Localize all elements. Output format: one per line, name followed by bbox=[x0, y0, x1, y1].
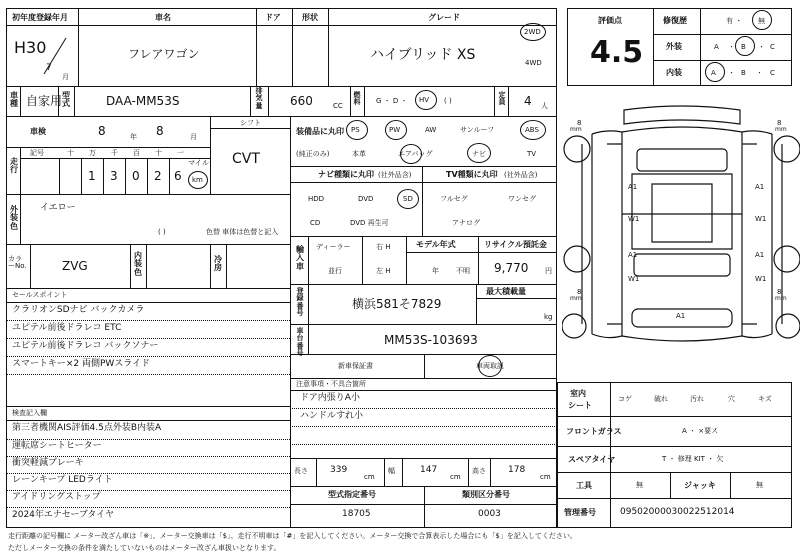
interior-sheet-opt-2: 破れ bbox=[654, 395, 668, 403]
notes-label: 注意事項・不具合箇所 bbox=[296, 380, 366, 388]
equip-airbag: エアバッグ bbox=[398, 150, 433, 158]
mark-6: A1 bbox=[755, 251, 765, 259]
height-unit: cm bbox=[540, 473, 551, 481]
first-reg-year: H30 bbox=[14, 38, 47, 57]
color-paren: ( ) bbox=[158, 228, 166, 236]
exterior-label: 外装 bbox=[666, 42, 682, 51]
sales-point-1: クラリオンSDナビ バックカメラ bbox=[12, 305, 145, 315]
mileage-d1: 1 bbox=[88, 169, 96, 183]
inspector-label: 検査記入欄 bbox=[12, 409, 47, 417]
navi-dvd: DVD bbox=[358, 195, 374, 203]
interior-b: B bbox=[741, 69, 746, 77]
mark-7: W1 bbox=[628, 275, 640, 283]
inspection-month: 8 bbox=[156, 124, 164, 138]
length-unit: cm bbox=[364, 473, 375, 481]
grade: ハイブリッド XS bbox=[370, 47, 476, 63]
navi-cd: CD bbox=[310, 219, 321, 227]
interior-sheet-opt-3: 汚れ bbox=[690, 395, 704, 403]
car-name: フレアワゴン bbox=[128, 47, 200, 61]
model-year-value: 不明 bbox=[456, 267, 470, 275]
interior-a: A bbox=[711, 69, 716, 77]
capacity: 4 bbox=[524, 94, 532, 108]
tire-rr: 8 bbox=[777, 288, 782, 296]
interior-sheet-label-1: 室内 bbox=[570, 389, 586, 398]
first-reg-month: 7 bbox=[46, 63, 52, 73]
max-load-unit: kg bbox=[544, 313, 553, 321]
mileage-d4: 2 bbox=[154, 169, 162, 183]
windshield-label: フロントガラス bbox=[566, 427, 622, 436]
interior-sheet-opt-5: キズ bbox=[758, 395, 772, 403]
tire-fr: 8 bbox=[777, 119, 782, 127]
tire-rr-unit: mm bbox=[775, 295, 787, 302]
footer-line-1: 走行距離の記号欄に メーター改ざん車は「※」、メーター交換車は「$」、走行不明車は「#」を記入してください。メーター交換で合算表示した場合にも「$」を記入してください。 bbox=[8, 532, 577, 540]
length-label: 長さ bbox=[294, 467, 308, 475]
displacement-label: 排気量 bbox=[255, 87, 263, 110]
equip-ps: PS bbox=[351, 126, 360, 134]
length-value: 339 bbox=[330, 465, 348, 475]
interior-sheet-label-2: シート bbox=[568, 401, 592, 410]
note-line-2: ハンドルすれ小 bbox=[300, 411, 364, 421]
fuel-selected: HV bbox=[419, 96, 430, 104]
equipment-label: 装備品に丸印 bbox=[296, 127, 344, 136]
footer-line-2: ただしメーター交換の条件を満たしていないものはメーター改ざん車扱いとなります。 bbox=[8, 544, 281, 552]
capacity-unit: 人 bbox=[541, 102, 548, 110]
sales-point-3: ユピテル前後ドラレコ バックソナー bbox=[12, 341, 159, 351]
recycle-label: リサイクル預託金 bbox=[484, 240, 547, 249]
mileage-d2: 3 bbox=[110, 169, 118, 183]
mark-9: A1 bbox=[676, 312, 686, 320]
equipment-sublabel: (純正のみ) bbox=[296, 150, 330, 158]
tv-oneseg: ワンセグ bbox=[508, 195, 536, 203]
mileage-unit-label: マイル bbox=[188, 159, 209, 167]
chassis-label: 車台番号 bbox=[296, 327, 304, 358]
fuel-label: 燃料 bbox=[353, 91, 361, 107]
class-code-value: 0003 bbox=[478, 509, 501, 519]
mileage-h-5: 十 bbox=[155, 149, 162, 157]
management-label: 管理番号 bbox=[564, 508, 596, 517]
mileage-d5: 6 bbox=[174, 169, 182, 183]
inspector-line-1: 第三者機関AIS評価4.5点外装B内装A bbox=[12, 423, 162, 433]
sales-points-label: セールスポイント bbox=[12, 291, 68, 299]
mark-5: A1 bbox=[628, 251, 638, 259]
warranty-new-car: 新車保証書 bbox=[338, 362, 373, 370]
chassis-value: MM53S-103693 bbox=[384, 333, 478, 347]
model-year-label: モデル年式 bbox=[416, 240, 456, 249]
windshield-options: A ・ ×要ス bbox=[682, 427, 719, 435]
tire-fl-unit: mm bbox=[570, 126, 582, 133]
tv-type-label: TV種類に丸印 bbox=[446, 170, 498, 179]
import-right-h: 右 H bbox=[376, 243, 391, 251]
registration-label: 登録番号 bbox=[296, 287, 304, 318]
jack-value: 無 bbox=[756, 481, 763, 489]
interior-color-label: 内装色 bbox=[134, 251, 142, 277]
recycle-value: 9,770 bbox=[494, 261, 529, 275]
shift-label: シフト bbox=[240, 119, 261, 127]
width-value: 147 bbox=[420, 465, 438, 475]
height-value: 178 bbox=[508, 465, 526, 475]
model-year-unit: 年 bbox=[432, 267, 439, 275]
repair-options: 有 ・ bbox=[726, 17, 743, 25]
class-code-label: 類別区分番号 bbox=[462, 490, 510, 499]
repair-selected: 無 bbox=[758, 17, 765, 25]
type-code-label: 型式指定番号 bbox=[328, 490, 376, 499]
exterior-a: A bbox=[714, 43, 719, 51]
displacement: 660 bbox=[290, 94, 313, 108]
usage-label: 車種 bbox=[10, 91, 18, 109]
displacement-unit: CC bbox=[333, 102, 343, 110]
shape-label: 形状 bbox=[302, 13, 318, 22]
note-line-1: ドア内張りA小 bbox=[300, 393, 360, 403]
mark-3: W1 bbox=[628, 215, 640, 223]
jack-label: ジャッキ bbox=[684, 481, 716, 490]
interior-c: C bbox=[770, 69, 775, 77]
inspection-label: 車検 bbox=[30, 127, 46, 136]
width-label: 幅 bbox=[388, 467, 395, 475]
tv-type-note: (社外品含) bbox=[504, 171, 538, 179]
mark-4: W1 bbox=[755, 215, 767, 223]
capacity-label: 定員 bbox=[498, 91, 506, 107]
equip-navi: ナビ bbox=[472, 150, 486, 158]
navi-type-label: ナビ種類に丸印 bbox=[318, 170, 374, 179]
equip-abs: ABS bbox=[525, 126, 539, 134]
spare-tire-options: T ・ 修理 KIT ・ 欠 bbox=[662, 455, 724, 463]
tire-rl-unit: mm bbox=[570, 295, 582, 302]
mileage-d3: 0 bbox=[132, 169, 140, 183]
interior-sheet-opt-1: コゲ bbox=[618, 395, 632, 403]
type-code-value: 18705 bbox=[342, 509, 371, 519]
car-name-label: 車名 bbox=[155, 13, 171, 22]
fuel-options: G ・ D ・ bbox=[376, 97, 408, 105]
interior-label: 内装 bbox=[666, 68, 682, 77]
score-label: 評価点 bbox=[598, 16, 622, 25]
mileage-label: 走行 bbox=[10, 157, 18, 175]
usage: 自家用 bbox=[26, 94, 63, 108]
recycle-unit: 円 bbox=[545, 267, 552, 275]
car-damage-diagram bbox=[562, 104, 800, 374]
mark-1: A1 bbox=[628, 183, 638, 191]
mileage-unit-selected: km bbox=[192, 176, 203, 184]
spare-tire-label: スペアタイヤ bbox=[568, 455, 616, 464]
navi-dvd-play: DVD 再生可 bbox=[350, 219, 389, 227]
equip-sunroof: サンルーフ bbox=[460, 126, 495, 134]
sales-point-4: スマートキー×2 両側PWスライド bbox=[12, 359, 151, 369]
registration-value: 横浜581そ7829 bbox=[352, 297, 442, 311]
first-reg-label: 初年度登録年月 bbox=[12, 13, 68, 22]
model: DAA-MM53S bbox=[106, 94, 180, 108]
ac-label: 冷房 bbox=[214, 255, 222, 273]
exterior-c: C bbox=[770, 43, 775, 51]
equip-aw: AW bbox=[425, 126, 437, 134]
color-value: イエロー bbox=[40, 203, 76, 213]
color-code-label: カラーNo. bbox=[8, 255, 27, 270]
color-code: ZVG bbox=[62, 259, 88, 273]
inspector-line-4: レーンキープ LEDライト bbox=[12, 475, 113, 485]
navi-type-note: (社外品含) bbox=[378, 171, 412, 179]
import-dealer: ディーラー bbox=[316, 243, 351, 251]
color-note: 色替 車体は色替と記入 bbox=[206, 228, 279, 236]
tv-fullseg: フルセグ bbox=[440, 195, 468, 203]
fuel-paren: ( ) bbox=[444, 97, 452, 105]
date-slash bbox=[40, 36, 70, 76]
navi-sd: SD bbox=[403, 195, 413, 203]
tools-value: 無 bbox=[636, 481, 643, 489]
import-parallel: 並行 bbox=[328, 267, 342, 275]
sales-point-2: ユピテル前後ドラレコ ETC bbox=[12, 323, 122, 333]
tire-rl: 8 bbox=[577, 288, 582, 296]
import-left-h: 左 H bbox=[376, 267, 391, 275]
equip-pw: PW bbox=[389, 126, 401, 134]
auction-sheet: 初年度登録年月 車名 ドア 形状 グレード H30 7 月 フレアワゴン ハイブリッド XS 2WD 4WD 車種 自家用 型式 DAA-MM53S 排気量 660 CC 燃料 G ・ D ・ HV ( ) 定員 4 人 車検 8 年 8 月 シフト CVT 走行 記号 十 万 千 百 十 一 1 3 0 2 6 マイル km 外装色 イエロー ( ) 色替 車体は色替と記入 カラーNo. ZVG 内装色 冷房 セールスポイント クラリオンSDナビ バックカメラ ユピテル前後ドラレコ ETC ユピテル前後ドラレコ バックソナー スマートキー×2 両側PWスライド 検査記入欄 第三者機関AIS評価4.5点外装B内装A 運転席シートヒーター 衝突軽減ブレーキ レーンキープ LEDライト アイドリングストップ 2024年エナセーブタイヤ 装備品に丸印 (純正のみ) PS PW AW サンルーフ ABS 本革 エアバッグ ナビ TV ナビ種類に丸印 (社外品含) TV種類に丸印 (社外品含) HDD DVD SD CD DVD 再生可 フルセグ ワンセグ アナログ 輸入車 ディーラー 並行 右 H 左 H モデル年式 年 不明 リサイクル預託金 9,770 円 登録番号 横浜581そ7829 最大積載量 kg 車台番号 MM53S-103693 新車保証書 車両取説 注意事項・不具合箇所 ドア内張りA小 ハンドルすれ小 長さ 339 cm 幅 147 cm 高さ 178 cm 型式指定番号 18705 類別区分番号 0003 評価点 4.5 修復歴 外装 内装 有 ・ 無 A ・ B ・ C A ・ B ・ C 8 8 8 8 mm mm mm mm A1 A1 W1 W1 A1 A1 W1 W1 A1 室内 シート コゲ 破れ 汚れ 穴 キズ フロントガラス A ・ ×要ス スペアタイヤ T ・ 修理 KIT ・ 欠 工具 無 ジャッキ 無 管理番号 09502000030022512014 走行距離の記号欄に メーター改ざん車は「※」、メーター交換車は「$」、走行不明車は「#」を記入してください。メーター交換で合算表示した場合にも「$」を記入してください。 ただしメーター交換の条件を満たしていないものはメーター改ざん車扱いとなります。 bbox=[0, 0, 800, 557]
drive-4wd: 4WD bbox=[525, 59, 542, 67]
mileage-h-3: 千 bbox=[111, 149, 118, 157]
inspector-line-5: アイドリングストップ bbox=[12, 492, 101, 502]
navi-hdd: HDD bbox=[308, 195, 325, 203]
score-value: 4.5 bbox=[590, 35, 644, 70]
mark-8: W1 bbox=[755, 275, 767, 283]
mileage-h-sign: 記号 bbox=[30, 149, 44, 157]
mileage-h-2: 万 bbox=[89, 149, 96, 157]
inspection-year-unit: 年 bbox=[130, 133, 137, 141]
inspector-line-6: 2024年エナセーブタイヤ bbox=[12, 510, 115, 520]
max-load-label: 最大積載量 bbox=[486, 287, 526, 296]
door-label: ドア bbox=[265, 13, 281, 22]
equip-leather: 本革 bbox=[352, 150, 366, 158]
exterior-b: B bbox=[741, 43, 746, 51]
interior-sheet-opt-4: 穴 bbox=[728, 395, 735, 403]
import-label: 輸入車 bbox=[296, 245, 304, 271]
width-unit: cm bbox=[450, 473, 461, 481]
tire-fl: 8 bbox=[577, 119, 582, 127]
management-value: 09502000030022512014 bbox=[620, 507, 735, 517]
mileage-h-6: 一 bbox=[177, 149, 184, 157]
first-reg-month-unit: 月 bbox=[62, 73, 69, 81]
tire-fr-unit: mm bbox=[775, 126, 787, 133]
tv-analog: アナログ bbox=[452, 219, 480, 227]
mileage-h-1: 十 bbox=[67, 149, 74, 157]
equip-tv: TV bbox=[527, 150, 537, 158]
height-label: 高さ bbox=[472, 467, 486, 475]
inspection-year: 8 bbox=[98, 124, 106, 138]
mileage-h-4: 百 bbox=[133, 149, 140, 157]
drive-2wd: 2WD bbox=[524, 28, 541, 36]
tools-label: 工具 bbox=[576, 481, 592, 490]
warranty-manual: 車両取説 bbox=[476, 362, 504, 370]
model-label: 型式 bbox=[62, 91, 70, 109]
shift: CVT bbox=[232, 151, 260, 167]
mark-2: A1 bbox=[755, 183, 765, 191]
grade-label: グレード bbox=[428, 13, 460, 22]
inspector-line-3: 衝突軽減ブレーキ bbox=[12, 458, 84, 468]
inspector-line-2: 運転席シートヒーター bbox=[12, 441, 102, 451]
inspection-month-unit: 月 bbox=[190, 133, 197, 141]
color-label: 外装色 bbox=[10, 205, 18, 231]
repair-label: 修復歴 bbox=[663, 16, 687, 25]
